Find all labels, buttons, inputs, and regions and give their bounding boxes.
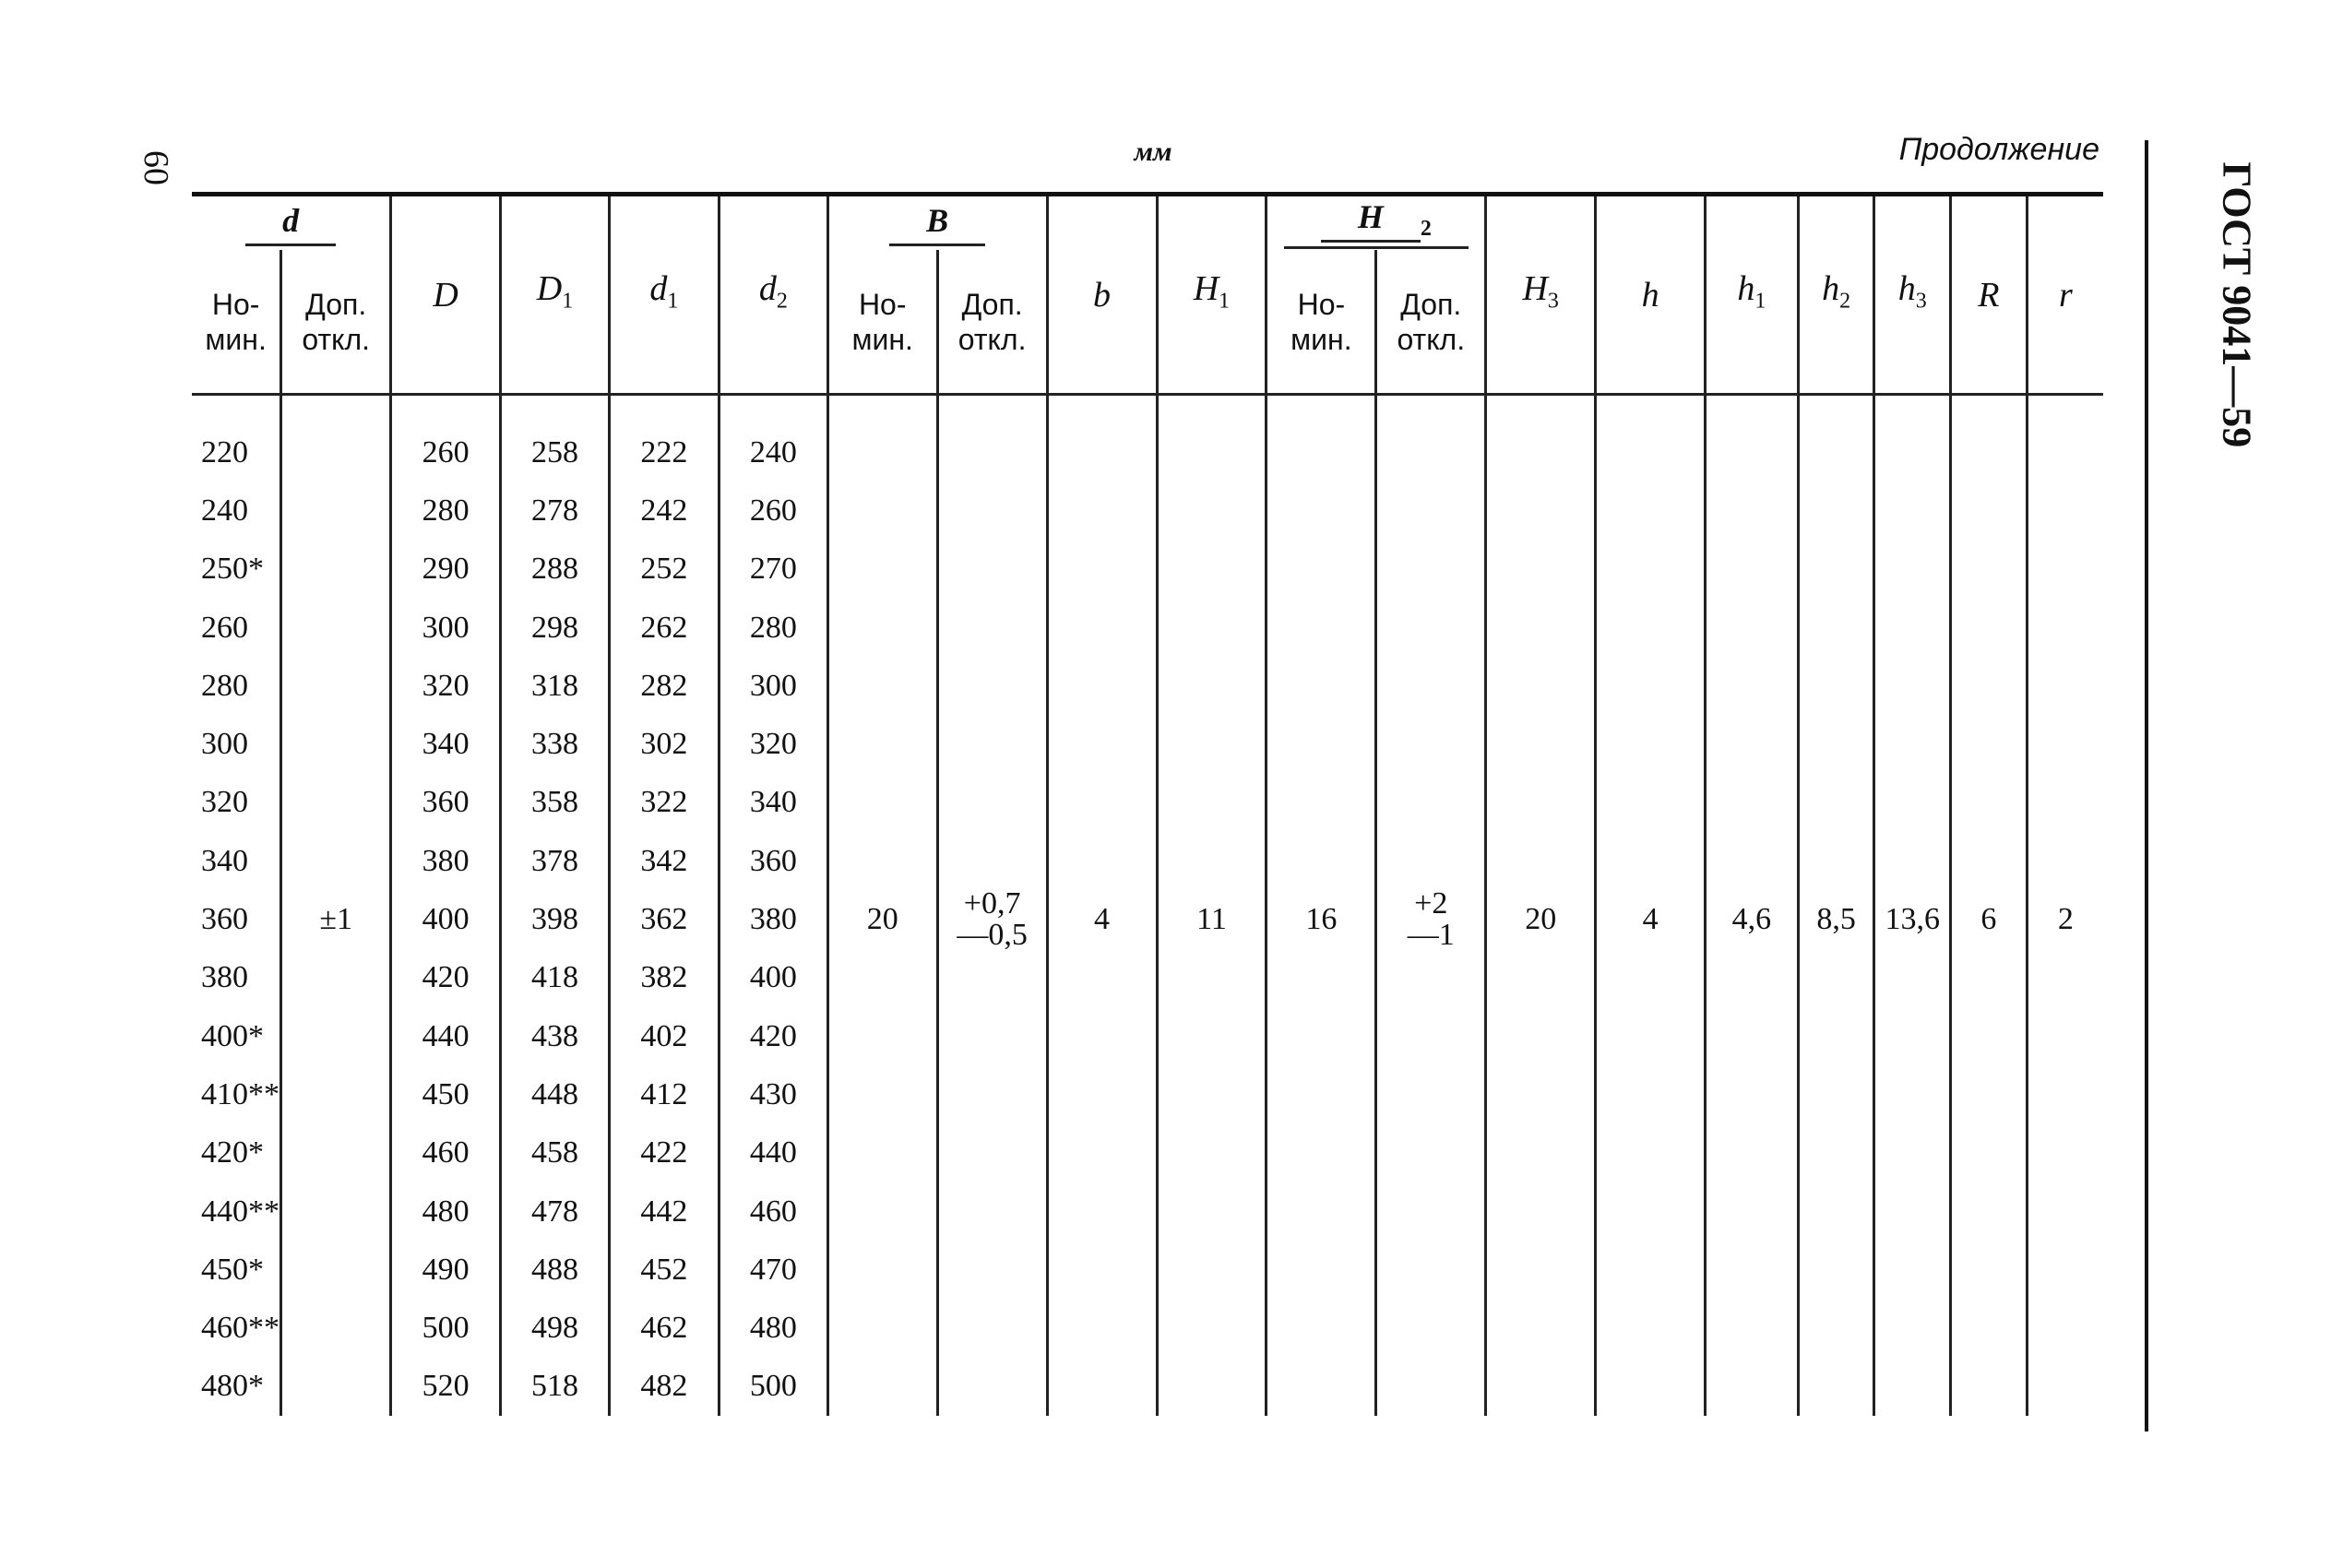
- cell-d1: 452: [609, 1241, 719, 1299]
- right-margin-rule: [2145, 140, 2148, 1431]
- cell-D: 400: [391, 890, 501, 948]
- cell-H3: 20: [1486, 423, 1596, 1416]
- cell-d1: 362: [609, 890, 719, 948]
- cell-h: 4: [1596, 423, 1706, 1416]
- H2-tol-minus: —1: [1407, 918, 1455, 953]
- cell-B-nominal: 20: [827, 423, 937, 1416]
- cell-d2: 440: [719, 1124, 827, 1182]
- cell-D: 340: [391, 715, 501, 773]
- cell-D1: 398: [501, 890, 610, 948]
- cell-d1: 422: [609, 1124, 719, 1182]
- cell-d2: 270: [719, 540, 827, 599]
- cell-d2: 460: [719, 1182, 827, 1241]
- cell-D: 440: [391, 1007, 501, 1065]
- header-H2-group: H $_2$: [1267, 195, 1486, 251]
- cell-B-tolerance: [937, 423, 1047, 1416]
- cell-D: 450: [391, 1065, 501, 1123]
- header-H1: $H_1$: [1157, 195, 1267, 395]
- cell-D: 490: [391, 1241, 501, 1299]
- cell-D1: 298: [501, 599, 610, 657]
- cell-r: 2: [2027, 423, 2103, 1416]
- cell-d1: 462: [609, 1299, 719, 1357]
- header-d1: $d_1$: [609, 195, 719, 395]
- cell-D: 480: [391, 1182, 501, 1241]
- header-H2-tolerance: Доп. откл.: [1376, 250, 1486, 395]
- cell-d-nominal: 480*: [201, 1369, 264, 1404]
- cell-d2: 480: [719, 1299, 827, 1357]
- cell-d1: 342: [609, 832, 719, 890]
- cell-d1: 412: [609, 1065, 719, 1123]
- cell-D: 500: [391, 1299, 501, 1357]
- cell-D1: 288: [501, 540, 610, 599]
- cell-d-nominal: 360: [201, 902, 248, 937]
- table-row: [192, 423, 2103, 481]
- cell-D1: 458: [501, 1124, 610, 1182]
- header-d-group: d: [192, 195, 391, 251]
- cell-d2: 340: [719, 774, 827, 832]
- cell-d2: 400: [719, 949, 827, 1007]
- cell-D1: 448: [501, 1065, 610, 1123]
- cell-D: 460: [391, 1124, 501, 1182]
- cell-d-tolerance: ±1: [281, 423, 391, 1416]
- cell-d-nominal: 300: [201, 727, 248, 762]
- cell-d-nominal: 250*: [201, 552, 264, 587]
- cell-d-nominal: 240: [201, 493, 248, 528]
- cell-d-nominal: 340: [201, 843, 248, 878]
- cell-d1: 442: [609, 1182, 719, 1241]
- continuation-label: Продолжение: [1898, 132, 2099, 167]
- cell-d1: 322: [609, 774, 719, 832]
- cell-d-nominal: 320: [201, 785, 248, 820]
- cell-D1: 358: [501, 774, 610, 832]
- B-tol-plus: +0,7: [963, 886, 1021, 921]
- cell-D: 320: [391, 657, 501, 715]
- header-D1: $D_1$: [501, 195, 610, 395]
- cell-b: 4: [1047, 423, 1157, 1416]
- cell-d-nominal: 280: [201, 668, 248, 703]
- header-H3: $H_3$: [1486, 195, 1596, 395]
- cell-D1: 258: [501, 423, 610, 481]
- cell-h1: 4,6: [1706, 423, 1799, 1416]
- cell-d1: 252: [609, 540, 719, 599]
- cell-D1: 418: [501, 949, 610, 1007]
- cell-d1: 482: [609, 1358, 719, 1416]
- cell-D: 260: [391, 423, 501, 481]
- cell-H2-nominal: 16: [1267, 423, 1376, 1416]
- header-h3: $h_3$: [1874, 195, 1951, 395]
- cell-D1: 498: [501, 1299, 610, 1357]
- cell-d2: 430: [719, 1065, 827, 1123]
- cell-H1: 11: [1157, 423, 1267, 1416]
- header-B-group: B: [827, 195, 1047, 251]
- standard-title: ГОСТ 9041—59: [2214, 161, 2260, 448]
- cell-D1: 338: [501, 715, 610, 773]
- B-tol-minus: —0,5: [957, 918, 1028, 953]
- cell-d-nominal: 420*: [201, 1135, 264, 1170]
- cell-d2: 260: [719, 481, 827, 540]
- cell-d2: 500: [719, 1358, 827, 1416]
- header-r: r: [2027, 195, 2103, 395]
- header-B-tolerance: Доп. откл.: [937, 250, 1047, 395]
- cell-D: 360: [391, 774, 501, 832]
- cell-d2: 320: [719, 715, 827, 773]
- header-h1: $h_1$: [1706, 195, 1799, 395]
- header-h2: $h_2$: [1798, 195, 1874, 395]
- cell-D: 290: [391, 540, 501, 599]
- cell-d2: 360: [719, 832, 827, 890]
- cell-d2: 380: [719, 890, 827, 948]
- cell-D: 300: [391, 599, 501, 657]
- units-label: мм: [1134, 137, 1172, 167]
- cell-d2: 240: [719, 423, 827, 481]
- cell-d1: 282: [609, 657, 719, 715]
- H2-tol-plus: +2: [1414, 886, 1448, 921]
- cell-D: 520: [391, 1358, 501, 1416]
- cell-D1: 518: [501, 1358, 610, 1416]
- header-D: D: [391, 195, 501, 395]
- header-B-nominal: Но- мин.: [827, 250, 937, 395]
- cell-d1: 222: [609, 423, 719, 481]
- cell-d1: 302: [609, 715, 719, 773]
- cell-d2: 280: [719, 599, 827, 657]
- cell-d-nominal: 260: [201, 610, 248, 645]
- header-h: h: [1596, 195, 1706, 395]
- cell-d1: 402: [609, 1007, 719, 1065]
- cell-d2: 420: [719, 1007, 827, 1065]
- dimensions-table: [192, 192, 2103, 1416]
- cell-d-nominal: 400*: [201, 1018, 264, 1053]
- header-R: R: [1951, 195, 2028, 395]
- cell-D1: 318: [501, 657, 610, 715]
- cell-h2: 8,5: [1798, 423, 1874, 1416]
- header-d2: $d_2$: [719, 195, 827, 395]
- cell-d1: 382: [609, 949, 719, 1007]
- header-d-tolerance: Доп. откл.: [281, 250, 391, 395]
- cell-D: 380: [391, 832, 501, 890]
- cell-H2-tolerance: [1376, 423, 1486, 1416]
- cell-h3: 13,6: [1874, 423, 1951, 1416]
- cell-d2: 470: [719, 1241, 827, 1299]
- cell-d1: 242: [609, 481, 719, 540]
- cell-D: 280: [391, 481, 501, 540]
- cell-R: 6: [1951, 423, 2028, 1416]
- header-b: b: [1047, 195, 1157, 395]
- cell-d-nominal: 440**: [201, 1194, 279, 1229]
- cell-d-nominal: 380: [201, 960, 248, 995]
- cell-d-nominal: 450*: [201, 1252, 264, 1287]
- cell-d-nominal: 220: [201, 434, 248, 469]
- header-H2-nominal: Но- мин.: [1267, 250, 1376, 395]
- header-d-nominal: Но- мин.: [192, 250, 281, 395]
- page-number: 60: [137, 150, 175, 185]
- cell-d1: 262: [609, 599, 719, 657]
- cell-d-nominal: 460**: [201, 1311, 279, 1346]
- cell-D1: 278: [501, 481, 610, 540]
- cell-D1: 438: [501, 1007, 610, 1065]
- cell-D1: 378: [501, 832, 610, 890]
- cell-D: 420: [391, 949, 501, 1007]
- cell-D1: 478: [501, 1182, 610, 1241]
- cell-D1: 488: [501, 1241, 610, 1299]
- cell-d2: 300: [719, 657, 827, 715]
- cell-d-nominal: 410**: [201, 1076, 279, 1111]
